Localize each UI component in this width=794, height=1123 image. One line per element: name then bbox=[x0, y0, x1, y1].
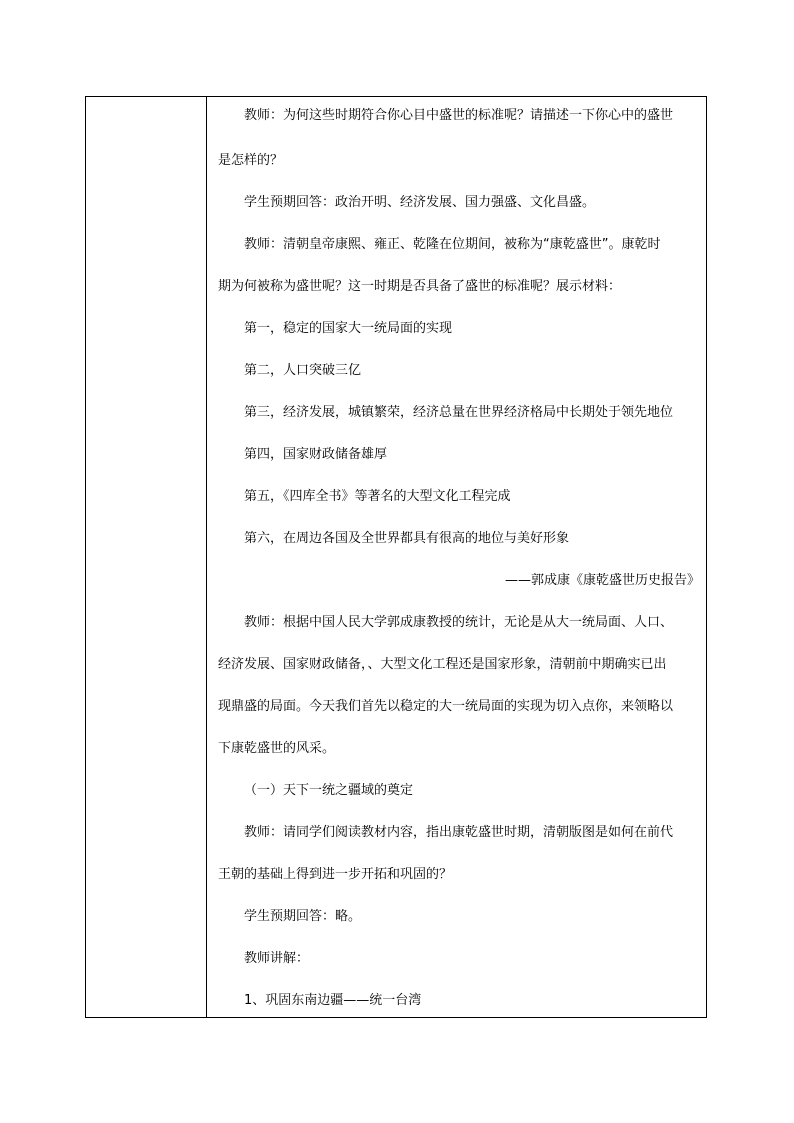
paragraph-line: 经济发展、国家财政储备，、大型文化工程还是国家形象，清朝前中期确实已出 bbox=[218, 657, 667, 672]
material-item: 第三，经济发展，城镇繁荣，经济总量在世界经济格局中长期处于领先地位 bbox=[244, 405, 674, 420]
citation-line: ——郭成康《康乾盛世历史报告》 bbox=[504, 573, 700, 588]
paragraph-line: 王朝的基础上得到进一步开拓和巩固的？ bbox=[218, 867, 453, 882]
material-item: 第一，稳定的国家大一统局面的实现 bbox=[244, 321, 453, 336]
paragraph-line: 期为何被称为盛世呢？这一时期是否具备了盛世的标准呢？展示材料： bbox=[218, 279, 622, 294]
paragraph-line: 教师：根据中国人民大学郭成康教授的统计，无论是从大一统局面、人口、 bbox=[244, 615, 674, 630]
paragraph-line: 教师：请同学们阅读教材内容，指出康乾盛世时期，清朝版图是如何在前代 bbox=[244, 825, 674, 840]
paragraph-line: 1、巩固东南边疆——统一台湾 bbox=[244, 993, 422, 1008]
material-item: 第四，国家财政储备雄厚 bbox=[244, 447, 388, 462]
paragraph-line: 教师讲解： bbox=[244, 951, 310, 966]
paragraph-line: 现鼎盛的局面。今天我们首先以稳定的大一统局面的实现为切入点你，来领略以 bbox=[218, 699, 674, 714]
material-item: 第五，《四库全书》等著名的大型文化工程完成 bbox=[244, 489, 511, 504]
section-heading: （一）天下一统之疆域的奠定 bbox=[244, 783, 414, 798]
lesson-table bbox=[85, 96, 707, 1018]
table-content-cell bbox=[207, 97, 706, 1017]
paragraph-line: 教师：为何这些时期符合你心目中盛世的标准呢？请描述一下你心中的盛世 bbox=[244, 108, 674, 123]
table-left-cell bbox=[86, 97, 207, 1017]
material-item: 第六，在周边各国及全世界都具有很高的地位与美好形象 bbox=[244, 531, 570, 546]
paragraph-line: 学生预期回答：略。 bbox=[244, 909, 362, 924]
paragraph-line: 教师：清朝皇帝康熙、雍正、乾隆在位期间，被称为“康乾盛世”。康乾时 bbox=[244, 237, 661, 252]
material-item: 第二，人口突破三亿 bbox=[244, 363, 362, 378]
paragraph-line: 是怎样的？ bbox=[218, 153, 284, 168]
paragraph-line: 学生预期回答：政治开明、经济发展、国力强盛、文化昌盛。 bbox=[244, 195, 596, 210]
paragraph-line: 下康乾盛世的风采。 bbox=[218, 741, 336, 756]
